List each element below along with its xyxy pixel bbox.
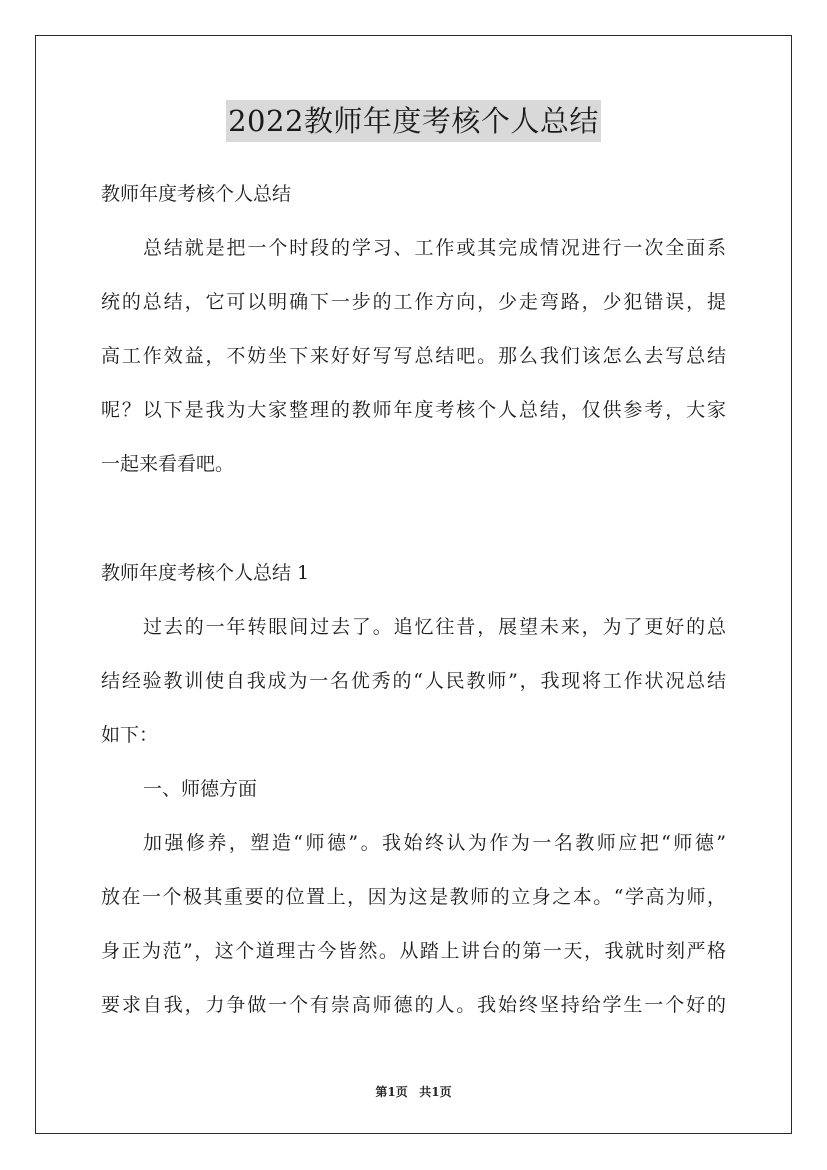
- document-title-text: 2022教师年度考核个人总结: [226, 100, 601, 142]
- paragraph-line: 如下：: [101, 724, 159, 746]
- section-heading: 教师年度考核个人总结 1: [101, 562, 310, 584]
- paragraph-line: 一起来看看吧。: [101, 453, 235, 475]
- page-footer: [0, 1084, 827, 1100]
- paragraph-line: 加强修养，塑造“师德”。我始终认为作为一名教师应把“师德”: [143, 832, 726, 854]
- page-number: 第1页: [375, 1085, 408, 1099]
- subsection-heading: 一、师德方面: [143, 778, 258, 800]
- paragraph-line: 统的总结，它可以明确下一步的工作方向，少走弯路，少犯错误，提: [101, 291, 726, 313]
- paragraph-line: 身正为范”，这个道理古今皆然。从踏上讲台的第一天，我就时刻严格: [101, 940, 726, 962]
- paragraph-line: 高工作效益，不妨坐下来好好写写总结吧。那么我们该怎么去写总结: [101, 345, 726, 367]
- paragraph-line: 总结就是把一个时段的学习、工作或其完成情况进行一次全面系: [143, 237, 726, 259]
- page-total: 共1页: [419, 1085, 452, 1099]
- paragraph-line: 要求自我，力争做一个有崇高师德的人。我始终坚持给学生一个好的: [101, 994, 726, 1016]
- section-heading: 教师年度考核个人总结: [101, 183, 292, 205]
- paragraph-line: 放在一个极其重要的位置上，因为这是教师的立身之本。“学高为师，: [101, 886, 726, 908]
- paragraph-line: 呢？以下是我为大家整理的教师年度考核个人总结，仅供参考，大家: [101, 399, 726, 421]
- paragraph-line: 过去的一年转眼间过去了。追忆往昔，展望未来，为了更好的总: [143, 616, 726, 638]
- document-title: [0, 100, 827, 146]
- paragraph-line: 结经验教训使自我成为一名优秀的“人民教师”，我现将工作状况总结: [101, 670, 726, 692]
